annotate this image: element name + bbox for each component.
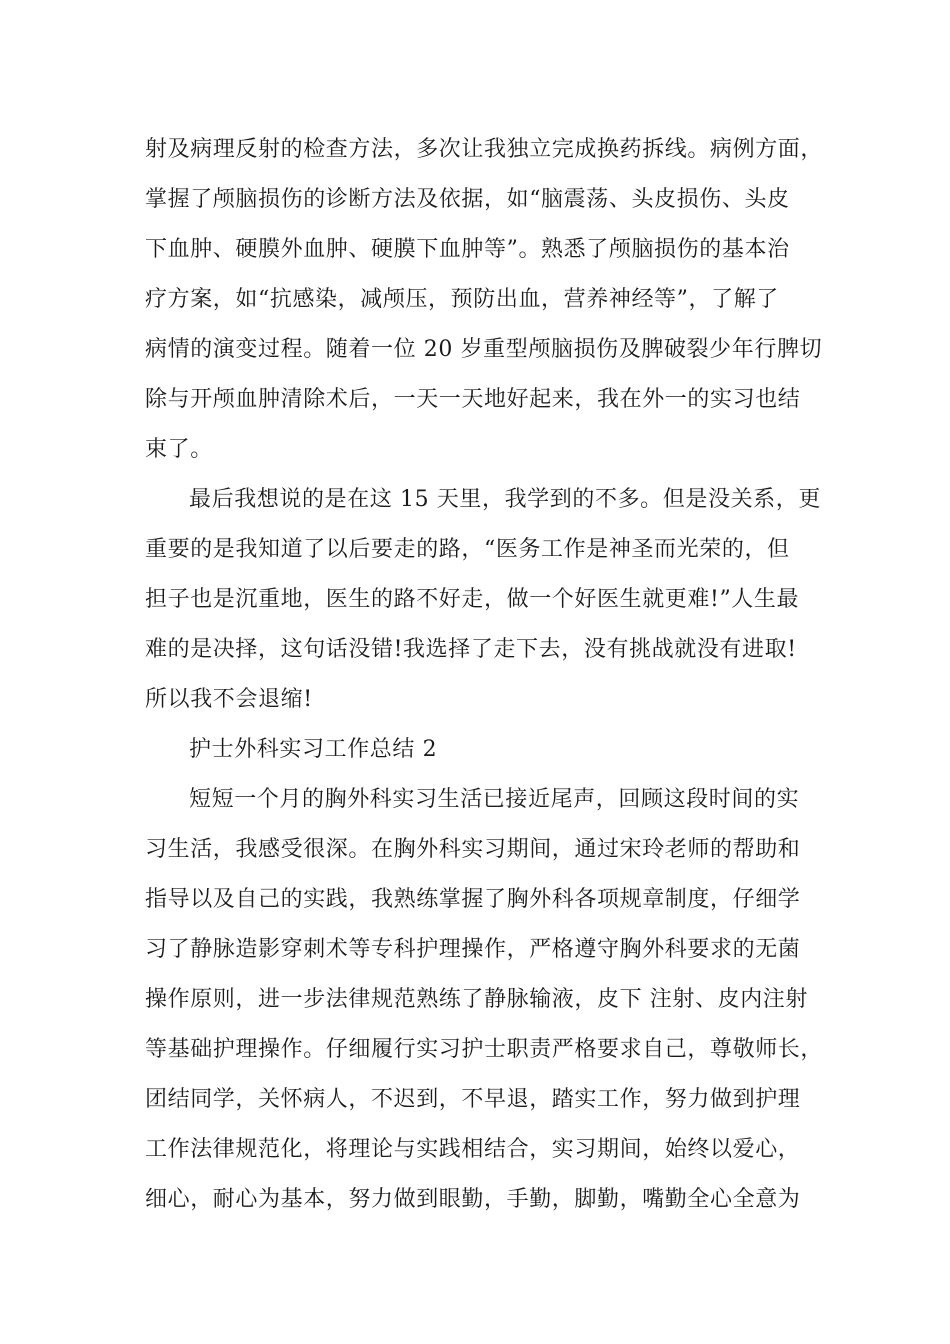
section-heading: 护士外科实习工作总结 2 [189, 737, 438, 762]
text-line: 束了。 [145, 437, 213, 462]
text-line: 团结同学，关怀病人，不迟到，不早退，踏实工作，努力做到护理 [145, 1087, 801, 1112]
text-line: 射及病理反射的检查方法，多次让我独立完成换药拆线。病例方面， [145, 137, 824, 162]
text-line: 等基础护理操作。仔细履行实习护士职责严格要求自己，尊敬师长， [145, 1037, 824, 1062]
text-line: 难的是决择，这句话没错!我选择了走下去，没有挑战就没有进取! [145, 637, 797, 662]
text-line: 除与开颅血肿清除术后，一天一天地好起来，我在外一的实习也结 [145, 387, 801, 412]
text-line: 指导以及自己的实践，我熟练掌握了胸外科各项规章制度，仔细学 [145, 887, 801, 912]
text-line: 疗方案，如“抗感染，减颅压，预防出血，营养神经等”，了解了 [145, 287, 779, 312]
text-line: 工作法律规范化，将理论与实践相结合，实习期间，始终以爱心， [145, 1137, 801, 1162]
text-line: 习了静脉造影穿刺术等专科护理操作，严格遵守胸外科要求的无菌 [145, 937, 801, 962]
text-line: 重要的是我知道了以后要走的路，“医务工作是神圣而光荣的，但 [145, 537, 790, 562]
text-line: 掌握了颅脑损伤的诊断方法及依据，如“脑震荡、头皮损伤、头皮 [145, 187, 790, 212]
text-line: 下血肿、硬膜外血肿、硬膜下血肿等”。熟悉了颅脑损伤的基本治 [145, 237, 790, 262]
paragraph-first-line: 短短一个月的胸外科实习生活已接近尾声，回顾这段时间的实 [189, 787, 800, 812]
text-line: 操作原则，进一步法律规范熟练了静脉输液，皮下 注射、皮内注射 [145, 987, 808, 1012]
text-line: 所以我不会退缩! [145, 687, 313, 712]
text-line: 病情的演变过程。随着一位 20 岁重型颅脑损伤及脾破裂少年行脾切 [145, 337, 823, 362]
text-line: 细心，耐心为基本，努力做到眼勤，手勤，脚勤，嘴勤全心全意为 [145, 1187, 801, 1212]
paragraph-first-line: 最后我想说的是在这 15 天里，我学到的不多。但是没关系，更 [189, 487, 821, 512]
text-line: 担子也是沉重地，医生的路不好走，做一个好医生就更难!”人生最 [145, 587, 800, 612]
text-line: 习生活，我感受很深。在胸外科实习期间，通过宋玲老师的帮助和 [145, 837, 801, 862]
